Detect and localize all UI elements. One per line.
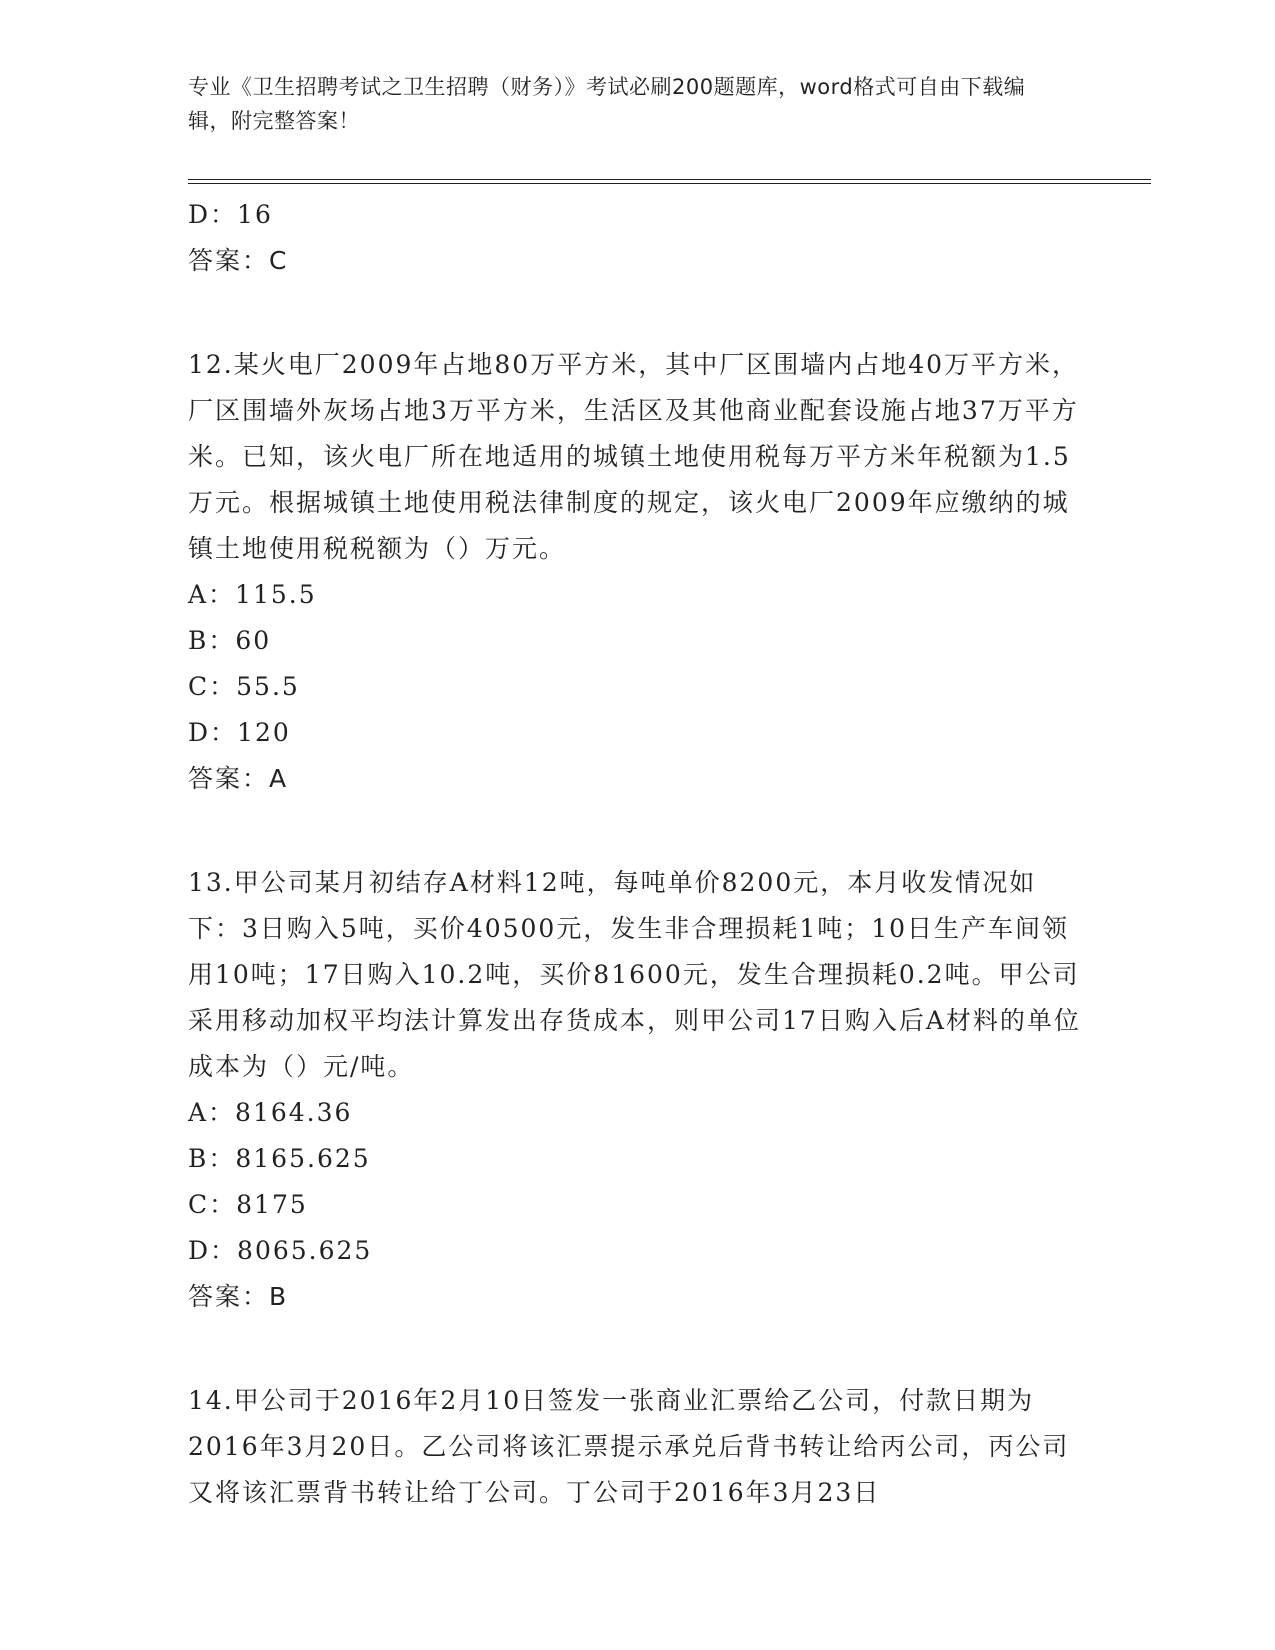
q13-option-a: A：8164.36 [188, 1098, 353, 1127]
header-divider-top [188, 179, 1151, 180]
q12-option-a: A：115.5 [188, 580, 317, 609]
q13-answer: 答案：B [188, 1282, 289, 1311]
q13-option-d: D：8065.625 [188, 1236, 373, 1265]
question-13-text: 13.甲公司某月初结存A材料12吨，每吨单价8200元，本月收发情况如下：3日购入5吨，买价40500元，发生非合理损耗1吨；10日生产车间领用10吨；17日购入10.2吨，买价81600元，发生合理损耗0.2吨。甲公司采用移动加权平均法计算发出存货成本，则甲公司17日购入后A材料的单位成本为（）元/吨。 [188, 868, 1081, 1081]
prev-answer: 答案：C [188, 246, 289, 275]
document-body [188, 192, 1088, 1516]
q12-option-b: B：60 [188, 626, 272, 655]
q12-answer: 答案：A [188, 764, 289, 793]
prev-option-d: D：16 [188, 200, 273, 229]
q13-option-b: B：8165.625 [188, 1144, 371, 1173]
question-14-text: 14.甲公司于2016年2月10日签发一张商业汇票给乙公司，付款日期为2016年3月20日。乙公司将该汇票提示承兑后背书转让给丙公司，丙公司又将该汇票背书转让给丁公司。丁公司于2016年3月23日 [188, 1386, 1070, 1507]
q12-option-d: D：120 [188, 718, 291, 747]
document-header: 专业《卫生招聘考试之卫生招聘（财务）》考试必刷200题题库，word格式可自由下载编辑，附完整答案！ [188, 75, 1026, 133]
q13-option-c: C：8175 [188, 1190, 308, 1219]
question-12-text: 12.某火电厂2009年占地80万平方米，其中厂区围墙内占地40万平方米，厂区围墙外灰场占地3万平方米，生活区及其他商业配套设施占地37万平方米。已知，该火电厂所在地适用的城镇土地使用税每万平方米年税额为1.5万元。根据城镇土地使用税法律制度的规定，该火电厂2009年应缴纳的城镇土地使用税税额为（）万元。 [188, 350, 1080, 563]
header-divider-bottom [188, 183, 1151, 184]
q12-option-c: C：55.5 [188, 672, 300, 701]
